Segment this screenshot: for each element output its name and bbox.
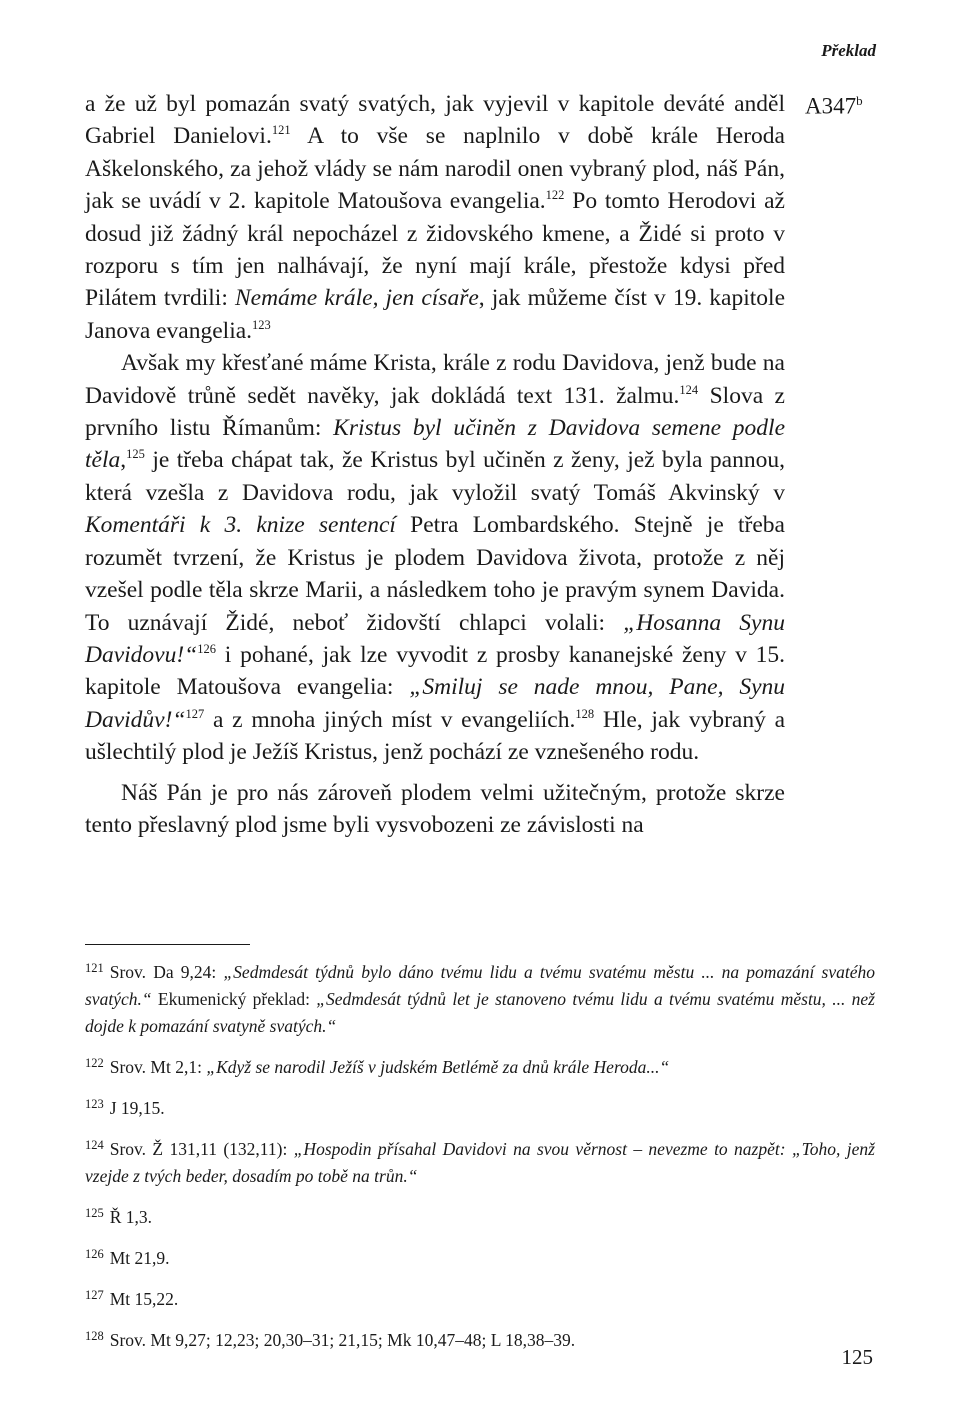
text-run: Srov. Da 9,24: [109,962,224,982]
text-run: Srov. Ž 131,11 (132,11): [109,1139,294,1159]
paragraph [85,347,785,768]
text-run: Slova z prvního listu Římanům: [85,382,785,442]
running-head: Překlad [821,41,876,60]
paragraph [85,777,785,842]
page-number: 125 [841,1345,873,1369]
footnote-ref: 128 [575,706,595,721]
text-run: i pohané, jak lze vyvodit z prosby kananejské ženy v 15. kapitole Matoušova evangelia: [85,641,785,701]
text-run: Srov. Mt 2,1: [109,1057,207,1077]
text-run: Mt 15,22. [109,1289,179,1309]
italic-text: „Hosanna Synu Davidovu!“ [85,609,785,668]
footnote-number: 125 [85,1206,104,1220]
text-run: Mt 21,9. [109,1248,170,1268]
text-run: , [120,447,127,474]
footnote [85,1241,875,1272]
text-run: J 19,15. [109,1098,165,1118]
footnote-ref: 121 [271,123,291,138]
footnote-ref: 125 [126,447,145,462]
footnote [85,1200,875,1231]
footnote-ref: 122 [545,188,565,203]
footnote-ref: 126 [197,641,217,656]
text-run: Po tomto Herodovi až dosud již žádný král nepocházel z židovského kmene, a Židé si proto v rozporu s tím jen nalhávají, že nyní mají krále, přestože kdysi před Pilátem tvrdili: [85,188,785,312]
footnote [85,1050,875,1081]
text-run: Hle, jak vybraný a ušlechtilý plod je Ježíš Kristus, jenž pochází ze vznešeného rodu. [85,706,786,766]
italic-text: Kristus byl učiněn z Davidova semene podle těla [85,415,786,474]
footnote-number: 127 [85,1288,104,1302]
text-run: , jak můžeme číst v 19. kapitole Janova evangelia. [85,285,786,344]
footnote-ref: 124 [679,382,699,397]
footnote-number: 124 [85,1138,104,1152]
footnote [85,1323,875,1354]
footnote-rule [85,944,250,945]
footnote-number: 128 [85,1329,104,1343]
text-run: Avšak my křesťané máme Krista, krále z rodu Davidova, jenž bude na Davidově trůně sedět navěky, jak dokládá text 131. žalmu. [85,350,785,409]
footnote [85,955,875,1040]
text-run: a že už byl pomazán svatý svatých, jak vyjevil v kapitole deváté anděl Gabriel Danielovi. [85,91,785,150]
italic-text: Nemáme krále, jen císaře [234,285,479,312]
italic-text: „Když se narodil Ježíš v judském Betlémě za dnů krále Heroda...“ [206,1057,670,1077]
text-run: Srov. Mt 9,27; 12,23; 20,30–31; 21,15; Mk 10,47–48; L 18,38–39. [109,1330,576,1350]
italic-text: „Smiluj se nade mnou, Pane, Synu Davidův!“ [85,674,785,733]
body-text [85,88,785,841]
footnote-ref: 123 [252,317,271,332]
footnote-number: 122 [85,1056,104,1070]
text-run: je třeba chápat tak, že Kristus byl učiněn z ženy, jež byla pannou, která vzešla z Davidova rodu, jak vyložil svatý Tomáš Akvinský v [85,447,785,506]
margin-reference-text: A347 [805,93,857,119]
footnote-number: 123 [85,1097,104,1111]
italic-text: Komentáři k 3. knize sentencí [85,512,396,539]
footnote [85,1132,875,1190]
text-run: a z mnoha jiných míst v evangeliích. [204,706,576,733]
footnotes [85,955,875,1364]
text-run: Ekumenický překlad: [151,989,317,1009]
footnote-ref: 127 [185,706,205,721]
footnote-number: 126 [85,1247,104,1261]
italic-text: „Sedmdesát týdnů bylo dáno tvému lidu a tvému svatému městu ... na pomazání svatého svatých.“ [85,962,875,1009]
text-run: Náš Pán je pro nás zároveň plodem velmi užitečným, protože skrze tento přeslavný plod jsme byli vysvobozeni ze závislosti na [85,779,785,838]
paragraph [85,88,785,347]
footnote-number: 121 [85,961,104,975]
text-run: Ř 1,3. [109,1207,153,1227]
text-run: Petra Lombardského. Stejně je třeba rozumět tvrzení, že Kristus je plodem Davidova života, protože z něj vzešel podle těla skrze Marii, a následkem toho je pravým synem Davida. To uznávají Židé, neboť židovští chlapci volali: [85,512,785,636]
italic-text: „Hospodin přísahal Davidovi na svou věrnost – nevezme to nazpět: „Toho, jenž vzejde z tvých beder, dosadím po tobě na trůn.“ [85,1139,875,1186]
text-run: A to vše se naplnilo v době krále Heroda Aškelonského, za jehož vlády se nám narodil onen vybraný plod, náš Pán, jak se uvádí v 2. kapitole Matoušova evangelia. [85,123,785,215]
italic-text: „Sedmdesát týdnů let je stanoveno tvému lidu a tvému svatému městu, ... než dojde k pomazání svatyně svatých.“ [85,989,875,1036]
footnote [85,1091,875,1122]
margin-reference [805,93,863,120]
margin-reference-sup: b [856,93,863,108]
footnote [85,1282,875,1313]
